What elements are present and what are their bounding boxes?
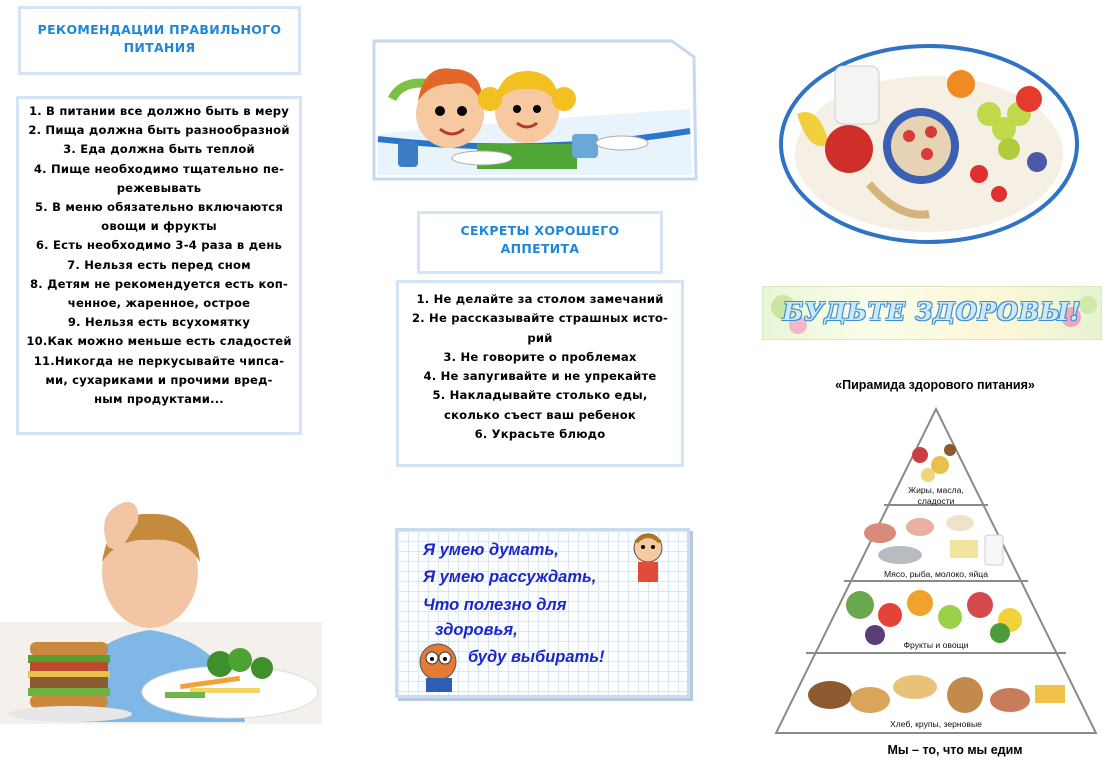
rule-line: ми, сухариками и прочими вред- bbox=[45, 372, 273, 387]
pyramid-level2-label: Мясо, рыба, молоко, яйца bbox=[884, 569, 988, 579]
appetite-line: 2. Не рассказывайте страшных исто- bbox=[411, 311, 669, 326]
rule-line: 7. Нельзя есть перед сном bbox=[67, 257, 251, 272]
poem-line3: Что полезно для bbox=[423, 596, 567, 614]
rule-line: 11.Никогда не перкусывайте чипса- bbox=[33, 353, 285, 368]
pyramid-level3-label: Фрукты и овощи bbox=[903, 640, 969, 650]
rule-line: 2. Пища должна быть разнообразной bbox=[28, 123, 290, 138]
rule-line: ченное, жаренное, острое bbox=[67, 296, 251, 311]
thinking-boy-icon bbox=[626, 530, 670, 586]
appetite-line: 5. Накладывайте столько еды, bbox=[432, 388, 648, 403]
rule-line: 6. Есть необходимо 3-4 раза в день bbox=[35, 238, 283, 253]
boy-eating-illustration bbox=[0, 492, 322, 724]
appetite-line: 6. Украсьте блюдо bbox=[474, 427, 606, 442]
pyramid-level1-label-line1: Жиры, масла, bbox=[908, 485, 964, 495]
be-healthy-banner bbox=[762, 286, 1102, 340]
appetite-line: рий bbox=[527, 330, 553, 345]
appetite-line: 3. Не говорите о проблемах bbox=[443, 349, 637, 364]
cartoon-character-icon bbox=[410, 638, 468, 694]
rule-line: 8. Детям не рекомендуется есть коп- bbox=[30, 276, 288, 291]
pyramid-title: «Пирамида здорового питания» bbox=[835, 378, 1035, 392]
recommendations-title-line2: ПИТАНИЯ bbox=[123, 40, 196, 55]
poem-line1: Я умею думать, bbox=[423, 541, 559, 559]
healthy-food-plate-image bbox=[779, 44, 1081, 244]
recommendations-title-box bbox=[18, 6, 301, 75]
rule-line: 5. В меню обязательно включаются bbox=[35, 200, 283, 215]
appetite-title-box bbox=[417, 211, 663, 274]
appetite-title-line2: АППЕТИТА bbox=[500, 241, 580, 256]
poem-line4: здоровья, bbox=[435, 621, 518, 639]
appetite-line: 4. Не запугивайте и не упрекайте bbox=[423, 369, 657, 384]
rule-line: 4. Пище необходимо тщательно пе- bbox=[33, 161, 285, 176]
pyramid-level1-label-line2: сладости bbox=[917, 496, 955, 506]
recommendations-title-line1: РЕКОМЕНДАЦИИ ПРАВИЛЬНОГО bbox=[37, 22, 282, 37]
rule-line: режевывать bbox=[116, 180, 202, 195]
appetite-line: 1. Не делайте за столом замечаний bbox=[416, 292, 664, 306]
rule-line: ным продуктами... bbox=[94, 392, 224, 407]
rule-line: овощи и фрукты bbox=[101, 219, 217, 234]
pyramid-level4-label: Хлеб, крупы, зерновые bbox=[890, 719, 982, 729]
rule-line: 1. В питании все должно быть в меру bbox=[28, 104, 290, 118]
children-eating-banner bbox=[372, 39, 698, 181]
poem-line5: буду выбирать! bbox=[468, 648, 605, 666]
rule-line: 9. Нельзя есть всухомятку bbox=[67, 315, 251, 330]
pyramid-footer: Мы – то, что мы едим bbox=[887, 743, 1023, 757]
be-healthy-text: БУДЬТЕ ЗДОРОВЫ! bbox=[782, 297, 1082, 326]
rule-line: 3. Еда должна быть теплой bbox=[63, 142, 255, 157]
poem-line2: Я умею рассуждать, bbox=[423, 568, 597, 586]
appetite-list bbox=[396, 290, 684, 444]
recommendations-list bbox=[16, 102, 302, 409]
appetite-line: сколько съест ваш ребенок bbox=[444, 407, 636, 422]
appetite-title-line1: СЕКРЕТЫ ХОРОШЕГО bbox=[460, 223, 620, 238]
rule-line: 10.Как можно меньше есть сладостей bbox=[26, 334, 292, 349]
